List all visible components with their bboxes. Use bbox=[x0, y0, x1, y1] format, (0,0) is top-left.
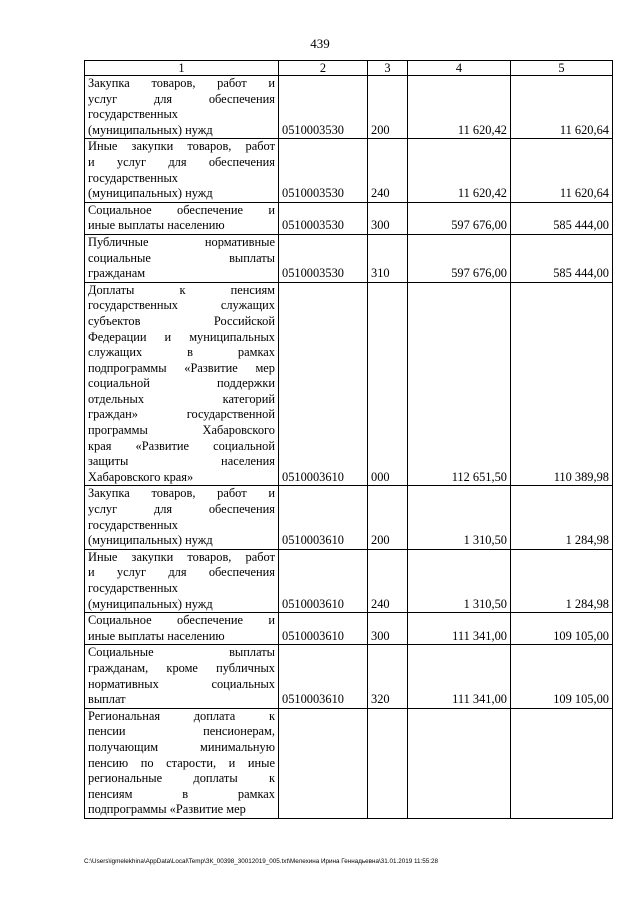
row-sum-col5: 1 284,98 bbox=[511, 549, 613, 612]
description-line: Доплаты к пенсиям bbox=[88, 282, 275, 297]
row-description bbox=[85, 202, 279, 234]
row-description bbox=[85, 139, 279, 202]
table-row bbox=[85, 613, 613, 645]
table-row bbox=[85, 202, 613, 234]
row-code: 0510003610 bbox=[279, 282, 368, 486]
description-line: гражданам bbox=[88, 266, 146, 281]
header-col-1: 1 bbox=[85, 61, 279, 76]
table-row bbox=[85, 76, 613, 139]
description-line: пенсиям в рамках bbox=[88, 786, 275, 801]
description-line: получающим минимальную bbox=[88, 739, 275, 754]
table-row bbox=[85, 139, 613, 202]
description-line: региональные доплаты к bbox=[88, 771, 275, 786]
description-line: (муниципальных) нужд bbox=[88, 596, 213, 611]
description-line: Социальные выплаты bbox=[88, 645, 275, 660]
description-line: Федерации и муниципальных bbox=[88, 329, 275, 344]
row-expense-type: 200 bbox=[368, 76, 408, 139]
description-line: государственных bbox=[88, 107, 179, 122]
description-line: услуг для обеспечения bbox=[88, 91, 275, 106]
row-sum-col4: 597 676,00 bbox=[408, 202, 511, 234]
row-code: 0510003530 bbox=[279, 76, 368, 139]
row-sum-col5: 109 105,00 bbox=[511, 613, 613, 645]
description-line: подпрограммы «Развитие мер bbox=[88, 360, 275, 375]
description-line: (муниципальных) нужд bbox=[88, 533, 213, 548]
row-expense-type: 300 bbox=[368, 613, 408, 645]
description-line: пенсию по старости, и иные bbox=[88, 755, 275, 770]
description-line: Закупка товаров, работ и bbox=[88, 486, 275, 501]
table-row bbox=[85, 645, 613, 708]
row-sum-col5 bbox=[511, 708, 613, 818]
description-line: (муниципальных) нужд bbox=[88, 122, 213, 137]
description-line: государственных bbox=[88, 517, 179, 532]
description-line: Иные закупки товаров, работ bbox=[88, 139, 275, 154]
page-number: 439 bbox=[310, 36, 330, 51]
row-description bbox=[85, 549, 279, 612]
description-line: выплат bbox=[88, 692, 126, 707]
row-code: 0510003610 bbox=[279, 613, 368, 645]
description-line: услуг для обеспечения bbox=[88, 502, 275, 517]
row-description bbox=[85, 613, 279, 645]
header-col-4: 4 bbox=[408, 61, 511, 76]
description-line: (муниципальных) нужд bbox=[88, 186, 213, 201]
row-sum-col4: 1 310,50 bbox=[408, 486, 511, 549]
row-sum-col4 bbox=[408, 708, 511, 818]
row-sum-col5: 11 620,64 bbox=[511, 76, 613, 139]
description-line: Региональная доплата к bbox=[88, 708, 275, 723]
table-body bbox=[85, 76, 613, 819]
description-line: края «Развитие социальной bbox=[88, 438, 275, 453]
row-sum-col4: 111 341,00 bbox=[408, 613, 511, 645]
row-expense-type: 200 bbox=[368, 486, 408, 549]
description-line: пенсии пенсионерам, bbox=[88, 724, 275, 739]
row-expense-type bbox=[368, 708, 408, 818]
header-col-3: 3 bbox=[368, 61, 408, 76]
row-expense-type: 300 bbox=[368, 202, 408, 234]
description-line: подпрограммы «Развитие мер bbox=[88, 802, 246, 817]
row-sum-col5: 585 444,00 bbox=[511, 234, 613, 282]
row-sum-col4: 11 620,42 bbox=[408, 76, 511, 139]
description-line: Публичные нормативные bbox=[88, 234, 275, 249]
row-expense-type: 310 bbox=[368, 234, 408, 282]
table-row bbox=[85, 486, 613, 549]
row-code: 0510003530 bbox=[279, 202, 368, 234]
description-line: отдельных категорий bbox=[88, 391, 275, 406]
description-line: Иные закупки товаров, работ bbox=[88, 549, 275, 564]
row-sum-col5: 11 620,64 bbox=[511, 139, 613, 202]
row-expense-type: 000 bbox=[368, 282, 408, 486]
description-line: служащих в рамках bbox=[88, 345, 275, 360]
description-line: Закупка товаров, работ и bbox=[88, 76, 275, 90]
row-sum-col5: 110 389,98 bbox=[511, 282, 613, 486]
row-description bbox=[85, 486, 279, 549]
description-line: гражданам, кроме публичных bbox=[88, 660, 275, 675]
header-col-2: 2 bbox=[279, 61, 368, 76]
budget-table bbox=[84, 60, 613, 819]
description-line: социальные выплаты bbox=[88, 250, 275, 265]
description-line: защиты населения bbox=[88, 454, 275, 469]
description-line: государственных служащих bbox=[88, 298, 275, 313]
row-description bbox=[85, 76, 279, 139]
row-sum-col4: 1 310,50 bbox=[408, 549, 511, 612]
row-code bbox=[279, 708, 368, 818]
description-line: субъектов Российской bbox=[88, 313, 275, 328]
row-sum-col4: 111 341,00 bbox=[408, 645, 511, 708]
row-sum-col5: 585 444,00 bbox=[511, 202, 613, 234]
row-code: 0510003610 bbox=[279, 486, 368, 549]
description-line: и услуг для обеспечения bbox=[88, 565, 275, 580]
description-line: программы Хабаровского bbox=[88, 423, 275, 438]
table-row bbox=[85, 549, 613, 612]
row-description bbox=[85, 708, 279, 818]
row-sum-col5: 1 284,98 bbox=[511, 486, 613, 549]
row-expense-type: 240 bbox=[368, 139, 408, 202]
description-line: Социальное обеспечение и bbox=[88, 202, 275, 217]
description-line: Социальное обеспечение и bbox=[88, 613, 275, 628]
table-row bbox=[85, 708, 613, 818]
row-code: 0510003610 bbox=[279, 645, 368, 708]
description-line: иные выплаты населению bbox=[88, 218, 225, 233]
row-code: 0510003530 bbox=[279, 234, 368, 282]
row-description bbox=[85, 645, 279, 708]
row-sum-col5: 109 105,00 bbox=[511, 645, 613, 708]
table-header-row bbox=[85, 61, 613, 76]
row-sum-col4: 112 651,50 bbox=[408, 282, 511, 486]
header-col-5: 5 bbox=[511, 61, 613, 76]
table-row bbox=[85, 282, 613, 486]
row-expense-type: 240 bbox=[368, 549, 408, 612]
description-line: Хабаровского края» bbox=[88, 469, 194, 484]
description-line: граждан» государственной bbox=[88, 407, 275, 422]
row-description bbox=[85, 282, 279, 486]
description-line: нормативных социальных bbox=[88, 676, 275, 691]
description-line: государственных bbox=[88, 581, 179, 595]
description-line: и услуг для обеспечения bbox=[88, 154, 275, 169]
row-description bbox=[85, 234, 279, 282]
row-sum-col4: 11 620,42 bbox=[408, 139, 511, 202]
description-line: социальной поддержки bbox=[88, 376, 275, 391]
footer-file-path: C:\Users\igmelekhina\AppData\Local\Temp\ЗК_00398_30012019_005.txt\Мелехина Ирина Геннадьевна\31.01.2019 11:55:28 bbox=[84, 858, 439, 865]
row-code: 0510003610 bbox=[279, 549, 368, 612]
description-line: иные выплаты населению bbox=[88, 628, 225, 643]
row-code: 0510003530 bbox=[279, 139, 368, 202]
row-expense-type: 320 bbox=[368, 645, 408, 708]
description-line: государственных bbox=[88, 170, 179, 185]
row-sum-col4: 597 676,00 bbox=[408, 234, 511, 282]
table-row bbox=[85, 234, 613, 282]
